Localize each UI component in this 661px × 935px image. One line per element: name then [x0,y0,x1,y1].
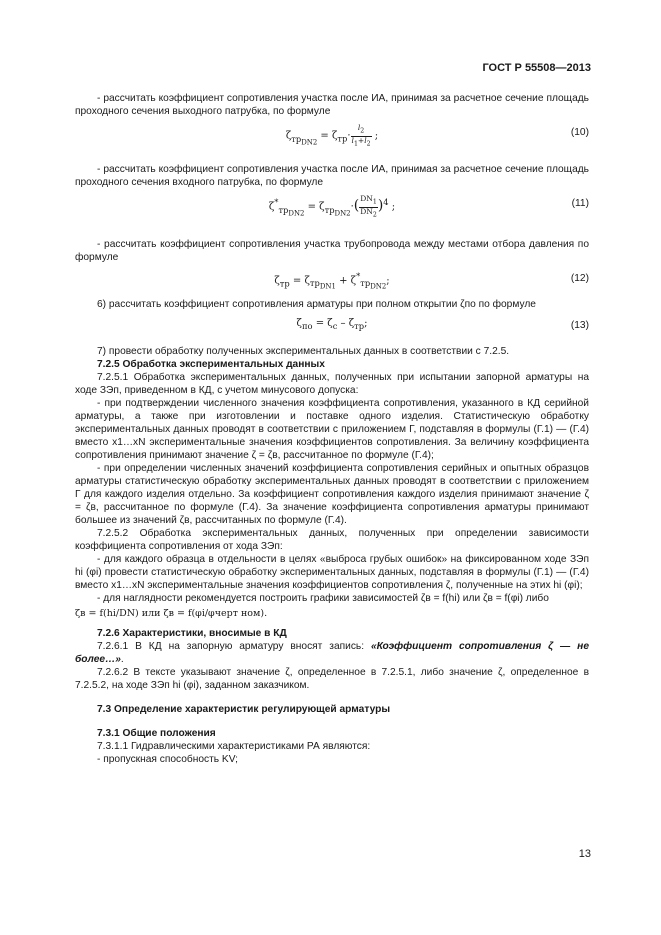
equation-number-12: (12) [570,273,589,284]
heading-7-3-1: 7.3.1 Общие положения [97,728,216,739]
paragraph-7-2-5-1-b: - при определении численных значений коэффициента сопротивления серийных и опытных образцов арматуры статистическую обработку экспериментальных данных проводят в соответствии с приложением Г для каждого изделия отдельно. За коэффициент сопротивления каждого изделия принимают значение ζ = ζв, рассчитанное по формуле (Г.4). За значение коэффициента сопротивления арматуры принимают большее из значений ζв, рассчитанных по формуле (Г.4). [75,463,589,526]
equation-10 [75,122,589,152]
paragraph-7-3-1-1-a: - пропускная способность KV; [97,754,238,765]
formula-13: $\zeta_{по} = \zeta_с - \zeta_{тр}$; [296,318,368,331]
paragraph-7-2-6-1-lead: 7.2.6.1 В КД на запорную арматуру вносят запись: [97,641,371,652]
equation-number-10: (10) [570,127,589,138]
inline-formula-line [75,607,589,620]
equation-13 [75,315,589,341]
paragraph-p3: - рассчитать коэффициент сопротивления участка трубопровода между местами отбора давления по формуле [75,239,589,263]
formula-10: $\zeta_{тр_{DN2}} = \zeta_{тр}\cdot$ $\frac{l_2}{l_1+l_2}$ ; [285,123,379,147]
paragraph-7-2-5-1: 7.2.5.1 Обработка экспериментальных данных, полученных при испытании запорной арматуры на ходе ЗЭп, приведенном в КД, с учетом минусового допуска: [75,372,589,396]
equation-number-11: (11) [571,198,589,209]
page-number: 13 [578,848,591,860]
paragraph-p2: - рассчитать коэффициент сопротивления участка после ИА, принимая за расчетное сечение площадь проходного сечения входного патрубка, по формуле [75,164,589,188]
paragraph-p4: 6) рассчитать коэффициент сопротивления арматуры при полном открытии ζпо по формуле [97,299,536,310]
paragraph-p5: 7) провести обработку полученных экспериментальных данных в соответствии с 7.2.5. [97,346,510,357]
heading-7-2-6: 7.2.6 Характеристики, вносимые в КД [97,628,287,639]
paragraph-7-3-1-1: 7.3.1.1 Гидравлическими характеристиками РА являются: [97,741,371,752]
paragraph-7-2-6-1-end: . [120,654,124,665]
heading-7-2-5: 7.2.5 Обработка экспериментальных данных [97,359,325,370]
equation-12 [75,268,589,294]
inline-formula: ζв = f(hi/DN) или ζв = f(φi/φчерт ном). [75,608,268,619]
paragraph-7-2-5-2-a: - для каждого образца в отдельности в целях «выброса грубых ошибок» на фиксированном ходе ЗЭп hi (φi) провести статистическую обработку экспериментальных данных, подставляя в формулы (Г.1) — (Г.4) вместо x1…xN экспериментальные значения коэффициентов сопротивления ζ, полученные на этих hi (φi); [75,554,589,591]
formula-12: $\zeta_{тр} = \zeta_{тр_{DN1}} + \zeta^*_{тр_{DN2}}$; [274,271,390,291]
equation-11 [75,193,589,227]
paragraph-7-2-6-2: 7.2.6.2 В тексте указывают значение ζ, определенное в 7.2.5.1, либо значение ζ, определенное в 7.2.5.2, на ходе ЗЭп hi (φi), заданном заказчиком. [75,667,589,691]
paragraph-7-2-6-1 [75,640,589,666]
document-body [75,92,589,766]
equation-number-13: (13) [570,320,589,331]
document-header: ГОСТ Р 55508—2013 [482,62,591,74]
formula-11: $\zeta^*_{тр_{DN2}} = \zeta_{тр_{DN2}}\cdot$( $\frac{DN_1}{DN_2}$ )$^4$ ; [268,194,396,218]
paragraph-7-2-6-1-quote: «Коэффициент сопротивления ζ — не более…» [75,641,589,665]
paragraph-7-2-5-2-b: - для наглядности рекомендуется построить графики зависимостей ζв = f(hi) или ζв = f(φi) либо [97,593,549,604]
paragraph-7-2-5-2: 7.2.5.2 Обработка экспериментальных данных, полученных при определении зависимости коэффициента сопротивления от хода ЗЭп: [75,528,589,552]
heading-7-3: 7.3 Определение характеристик регулирующей арматуры [97,704,391,715]
paragraph-p1: - рассчитать коэффициент сопротивления участка после ИА, принимая за расчетное сечение площадь проходного сечения выходного патрубка, по формуле [75,93,589,117]
paragraph-7-2-5-1-a: - при подтверждении численного значения коэффициента сопротивления, указанного в КД серийной арматуры, а также при изготовлении и поставке одного изделия. Статистическую обработку экспериментальных данных проводят в соответствии с приложением Г, подставляя в формулы (Г.1) — (Г.4) вместо x1…xN экспериментальные значения коэффициентов сопротивления. За величину коэффициента сопротивления принимают значение ζ = ζв, рассчитанное по формуле (Г.4); [75,398,589,461]
